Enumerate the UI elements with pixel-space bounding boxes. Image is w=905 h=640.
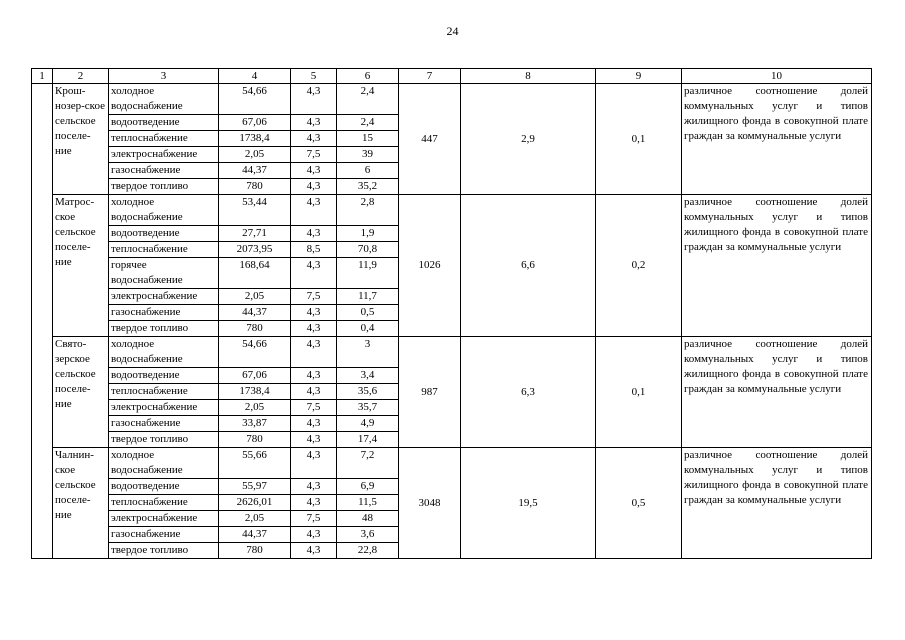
value-col4: 54,66 [219,337,291,368]
service-name: холодное водоснабжение [109,448,219,479]
service-name: теплоснабжение [109,242,219,258]
value-col6: 3,6 [337,527,399,543]
service-name: водоотведение [109,226,219,242]
value-col6: 35,6 [337,384,399,400]
note-text: различное соотношение долей коммунальных услуг и типов жилищного фонда в совокупной плате граждан за коммунальные услуги [682,195,872,337]
value-col6: 35,7 [337,400,399,416]
value-col4: 44,37 [219,163,291,179]
service-name: теплоснабжение [109,495,219,511]
service-name: холодное водоснабжение [109,84,219,115]
service-name: электроснабжение [109,511,219,527]
value-col5: 4,3 [291,432,337,448]
note-text: различное соотношение долей коммунальных услуг и типов жилищного фонда в совокупной плате граждан за коммунальные услуги [682,448,872,559]
service-name: твердое топливо [109,432,219,448]
table-row [32,448,872,479]
settlement-name: Матрос-ское сельское поселе-ние [53,195,109,337]
value-col4: 2626,01 [219,495,291,511]
header-cell: 6 [337,69,399,84]
value-col4: 27,71 [219,226,291,242]
header-cell: 5 [291,69,337,84]
value-col8: 6,6 [461,195,596,337]
value-col4: 55,66 [219,448,291,479]
service-name: водоотведение [109,479,219,495]
value-col5: 4,3 [291,384,337,400]
value-col6: 3,4 [337,368,399,384]
value-col4: 780 [219,543,291,559]
value-col6: 22,8 [337,543,399,559]
note-text: различное соотношение долей коммунальных услуг и типов жилищного фонда в совокупной плате граждан за коммунальные услуги [682,84,872,195]
note-text: различное соотношение долей коммунальных услуг и типов жилищного фонда в совокупной плате граждан за коммунальные услуги [682,337,872,448]
settlement-name: Свято-зерское сельское поселе-ние [53,337,109,448]
service-name: твердое топливо [109,179,219,195]
value-col4: 67,06 [219,115,291,131]
value-col6: 17,4 [337,432,399,448]
value-col4: 44,37 [219,305,291,321]
service-name: твердое топливо [109,321,219,337]
tariff-table [31,68,872,559]
service-name: газоснабжение [109,163,219,179]
header-cell: 2 [53,69,109,84]
value-col9: 0,5 [596,448,682,559]
value-col5: 4,3 [291,131,337,147]
header-cell: 1 [32,69,53,84]
service-name: газоснабжение [109,527,219,543]
value-col4: 54,66 [219,84,291,115]
value-col6: 2,4 [337,115,399,131]
value-col4: 53,44 [219,195,291,226]
value-col6: 11,9 [337,258,399,289]
value-col6: 70,8 [337,242,399,258]
value-col5: 4,3 [291,84,337,115]
value-col5: 4,3 [291,305,337,321]
value-col5: 7,5 [291,289,337,305]
value-col4: 44,37 [219,527,291,543]
value-col6: 3 [337,337,399,368]
value-col4: 55,97 [219,479,291,495]
service-name: теплоснабжение [109,384,219,400]
value-col4: 2,05 [219,400,291,416]
value-col8: 6,3 [461,337,596,448]
value-col4: 2,05 [219,289,291,305]
value-col6: 6,9 [337,479,399,495]
header-cell: 3 [109,69,219,84]
value-col6: 48 [337,511,399,527]
value-col5: 4,3 [291,495,337,511]
value-col5: 4,3 [291,416,337,432]
header-cell: 8 [461,69,596,84]
service-name: холодное водоснабжение [109,195,219,226]
value-col5: 7,5 [291,511,337,527]
value-col4: 1738,4 [219,131,291,147]
table-row [32,195,872,226]
header-cell: 10 [682,69,872,84]
value-col5: 4,3 [291,163,337,179]
value-col5: 4,3 [291,337,337,368]
table-row [32,84,872,115]
value-col6: 2,4 [337,84,399,115]
value-col7: 1026 [399,195,461,337]
value-col4: 780 [219,179,291,195]
service-name: газоснабжение [109,305,219,321]
service-name: холодное водоснабжение [109,337,219,368]
table-row [32,337,872,368]
value-col6: 2,8 [337,195,399,226]
value-col6: 11,5 [337,495,399,511]
value-col5: 8,5 [291,242,337,258]
service-name: электроснабжение [109,289,219,305]
value-col9: 0,1 [596,84,682,195]
value-col8: 2,9 [461,84,596,195]
value-col5: 4,3 [291,226,337,242]
value-col6: 0,4 [337,321,399,337]
value-col4: 2,05 [219,147,291,163]
service-name: теплоснабжение [109,131,219,147]
value-col5: 7,5 [291,147,337,163]
page-number: 24 [446,24,459,38]
value-col7: 987 [399,337,461,448]
value-col6: 39 [337,147,399,163]
service-name: электроснабжение [109,147,219,163]
value-col6: 1,9 [337,226,399,242]
service-name: электроснабжение [109,400,219,416]
value-col4: 2,05 [219,511,291,527]
value-col4: 2073,95 [219,242,291,258]
settlement-name: Крош-нозер-ское сельское поселе-ние [53,84,109,195]
value-col9: 0,2 [596,195,682,337]
value-col5: 4,3 [291,195,337,226]
value-col5: 4,3 [291,543,337,559]
table-body [32,69,872,559]
value-col5: 4,3 [291,179,337,195]
value-col5: 4,3 [291,258,337,289]
value-col6: 11,7 [337,289,399,305]
value-col4: 67,06 [219,368,291,384]
value-col5: 4,3 [291,527,337,543]
value-col6: 15 [337,131,399,147]
value-col7: 447 [399,84,461,195]
service-name: водоотведение [109,368,219,384]
value-col5: 4,3 [291,368,337,384]
value-col6: 35,2 [337,179,399,195]
value-col7: 3048 [399,448,461,559]
service-name: твердое топливо [109,543,219,559]
value-col4: 168,64 [219,258,291,289]
service-name: горячее водоснабжение [109,258,219,289]
value-col4: 33,87 [219,416,291,432]
value-col5: 7,5 [291,400,337,416]
value-col8: 19,5 [461,448,596,559]
value-col6: 4,9 [337,416,399,432]
value-col6: 0,5 [337,305,399,321]
value-col5: 4,3 [291,448,337,479]
value-col5: 4,3 [291,115,337,131]
value-col5: 4,3 [291,479,337,495]
header-cell: 7 [399,69,461,84]
header-cell: 9 [596,69,682,84]
settlement-name: Чалнин-ское сельское поселе-ние [53,448,109,559]
header-row [32,69,872,84]
value-col6: 6 [337,163,399,179]
service-name: водоотведение [109,115,219,131]
value-col5: 4,3 [291,321,337,337]
value-col6: 7,2 [337,448,399,479]
value-col9: 0,1 [596,337,682,448]
header-cell: 4 [219,69,291,84]
value-col4: 780 [219,432,291,448]
row-number-column [32,84,53,559]
value-col4: 1738,4 [219,384,291,400]
service-name: газоснабжение [109,416,219,432]
value-col4: 780 [219,321,291,337]
